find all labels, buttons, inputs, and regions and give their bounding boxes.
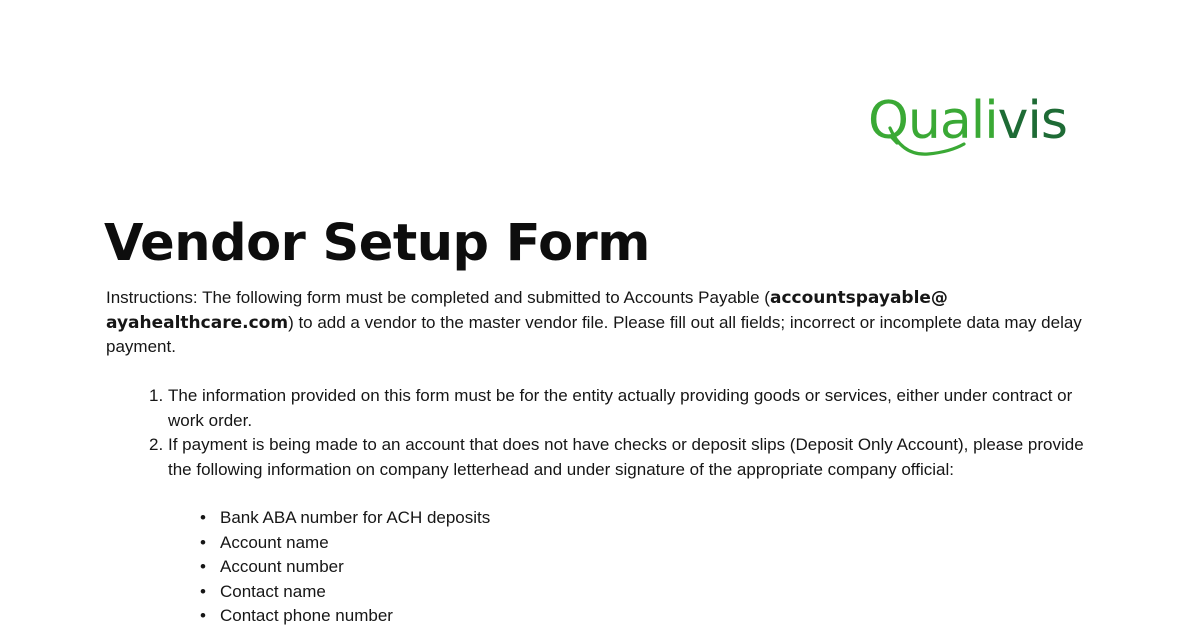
accounts-payable-email: accountspayable@ ayahealthcare.com	[106, 288, 948, 333]
item-text: If payment is being made to an account that does not have checks or deposit slips (Deposit Only Account), please provide the following information on company letterhead and under signature of the appropriate company official:	[168, 435, 1084, 479]
bullet-icon: •	[200, 532, 206, 552]
logo-text-dark: vis	[997, 91, 1067, 151]
numbered-item	[106, 384, 1096, 433]
item-number: 1.	[149, 386, 164, 405]
bullet-icon: •	[200, 508, 206, 527]
item-number: 2.	[149, 435, 164, 454]
list-item-text: Contact phone number	[220, 606, 393, 625]
bullet-icon: •	[200, 606, 206, 625]
instructions-suffix: ) to add a vendor to the master vendor file. Please fill out all fields; incorrect or incomplete data may delay payment.	[106, 312, 1082, 356]
list-item-text: Account name	[220, 532, 329, 552]
numbered-list	[106, 384, 1096, 482]
instructions-prefix: Instructions: The following form must be completed and submitted to Accounts Payable (	[106, 288, 770, 307]
qualivis-logo	[866, 86, 1098, 160]
item-text: The information provided on this form must be for the entity actually providing goods or services, either under contract or work order.	[168, 386, 1073, 430]
list-item	[106, 555, 490, 580]
list-item	[106, 531, 490, 556]
bullet-icon: •	[200, 557, 206, 576]
list-item-text: Bank ABA number for ACH deposits	[220, 508, 491, 527]
list-item-text: Contact name	[220, 581, 326, 601]
logo-text-light: Quali	[868, 91, 998, 151]
instructions-paragraph	[106, 286, 1091, 360]
list-item	[106, 506, 490, 531]
page-title: Vendor Setup Form	[104, 214, 650, 273]
bullet-icon: •	[200, 581, 206, 601]
list-item-text: Account number	[220, 557, 344, 576]
list-item	[106, 604, 490, 629]
list-item	[106, 580, 490, 605]
numbered-item	[106, 433, 1096, 482]
bank-info-list	[106, 506, 490, 629]
